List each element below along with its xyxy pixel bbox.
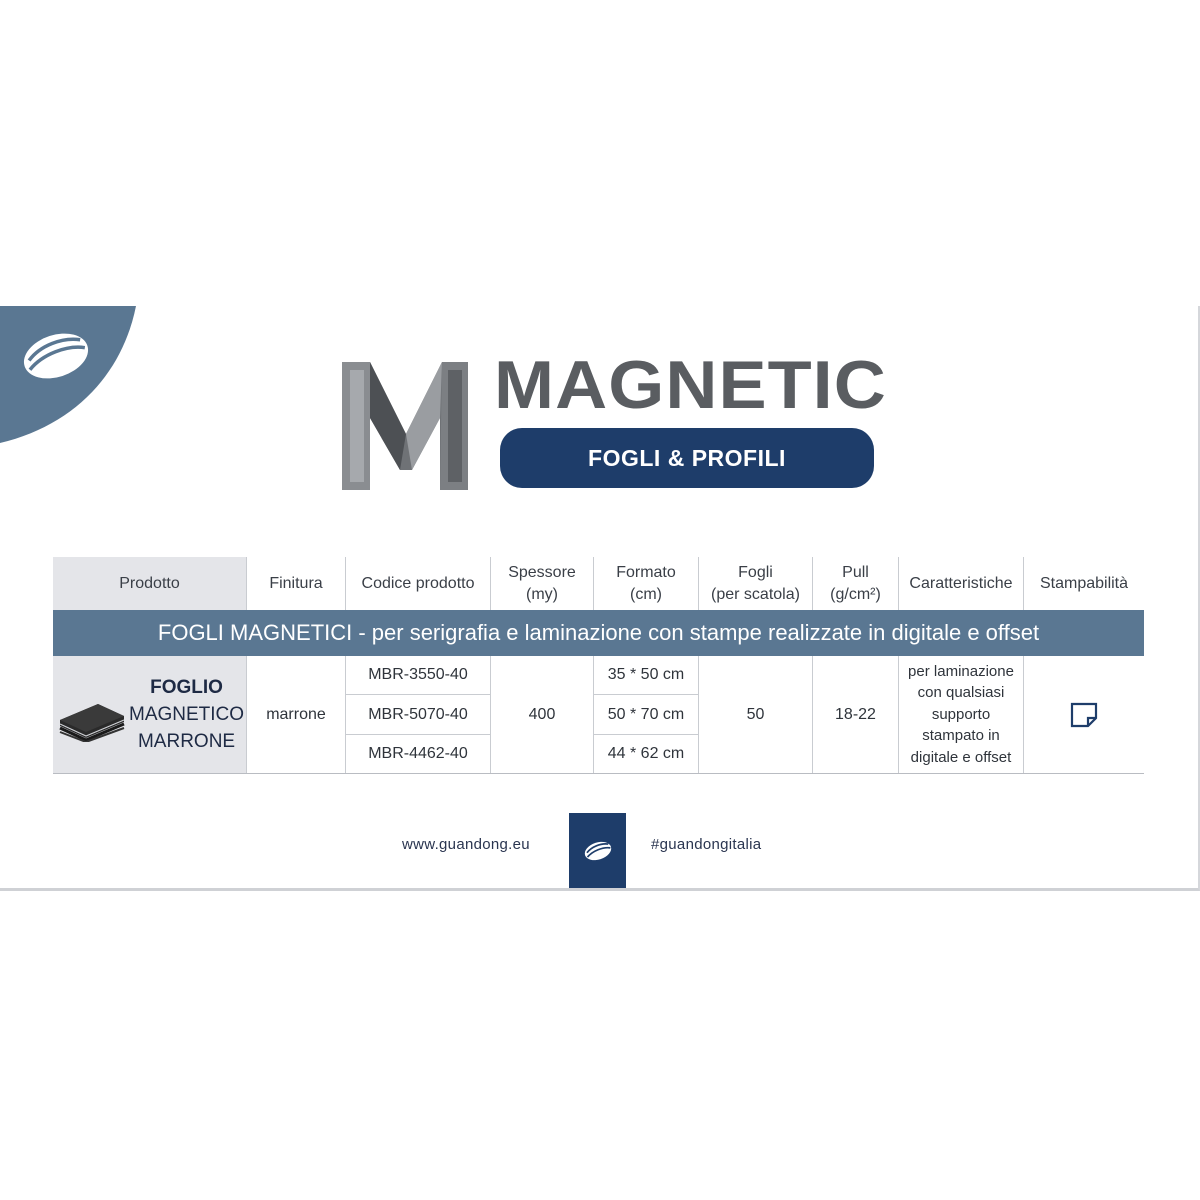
product-sheet-card — [0, 306, 1200, 891]
code-cell: MBR-4462-40 — [346, 735, 491, 773]
header-stampabilita: Stampabilità — [1039, 574, 1129, 592]
caratteristiche-cell: per laminazione con qualsiasi supporto stampato in digitale e offset — [899, 656, 1024, 773]
header-caratteristiche: Caratteristiche — [899, 557, 1024, 610]
product-cell — [53, 656, 247, 773]
stampabilita-cell — [1024, 656, 1144, 773]
header-prodotto: Prodotto — [53, 557, 247, 610]
printable-sheet-icon — [1070, 702, 1098, 728]
spessore-cell: 400 — [491, 656, 594, 773]
table-bottom-rule — [53, 773, 1144, 774]
magnetic-sheets-stack-icon — [58, 700, 126, 742]
format-cell: 50 * 70 cm — [594, 695, 699, 735]
header-spessore: Spessore (my) — [491, 557, 594, 610]
corner-logo-icon — [0, 306, 140, 446]
brand-title: MAGNETIC — [494, 347, 887, 423]
header-formato: Formato (cm) — [594, 557, 699, 610]
brand-m-logo-icon — [340, 358, 472, 494]
footer-logo — [569, 813, 626, 888]
format-cell: 35 * 50 cm — [594, 656, 699, 695]
header-fogli: Fogli (per scatola) — [699, 557, 813, 610]
header-pull: Pull (g/cm²) — [813, 557, 899, 610]
code-cell: MBR-5070-40 — [346, 695, 491, 735]
pull-cell: 18-22 — [813, 656, 899, 773]
brand-subtitle-pill — [500, 428, 874, 488]
header-codice: Codice prodotto — [346, 557, 491, 610]
format-cell: 44 * 62 cm — [594, 735, 699, 773]
finitura-cell: marrone — [247, 656, 346, 773]
guandong-seed-logo-icon — [581, 838, 615, 864]
section-title-band: FOGLI MAGNETICI - per serigrafia e laminazione con stampe realizzate in digitale e offset — [53, 610, 1144, 656]
header-finitura: Finitura — [247, 557, 346, 610]
product-name: FOGLIO MAGNETICO MARRONE — [129, 677, 245, 752]
code-cell: MBR-3550-40 — [346, 656, 491, 695]
footer-hashtag-link[interactable]: #guandongitalia — [651, 836, 762, 853]
brand-subtitle: FOGLI & PROFILI — [588, 444, 786, 471]
fogli-cell: 50 — [699, 656, 813, 773]
footer-website-link[interactable]: www.guandong.eu — [402, 836, 530, 853]
